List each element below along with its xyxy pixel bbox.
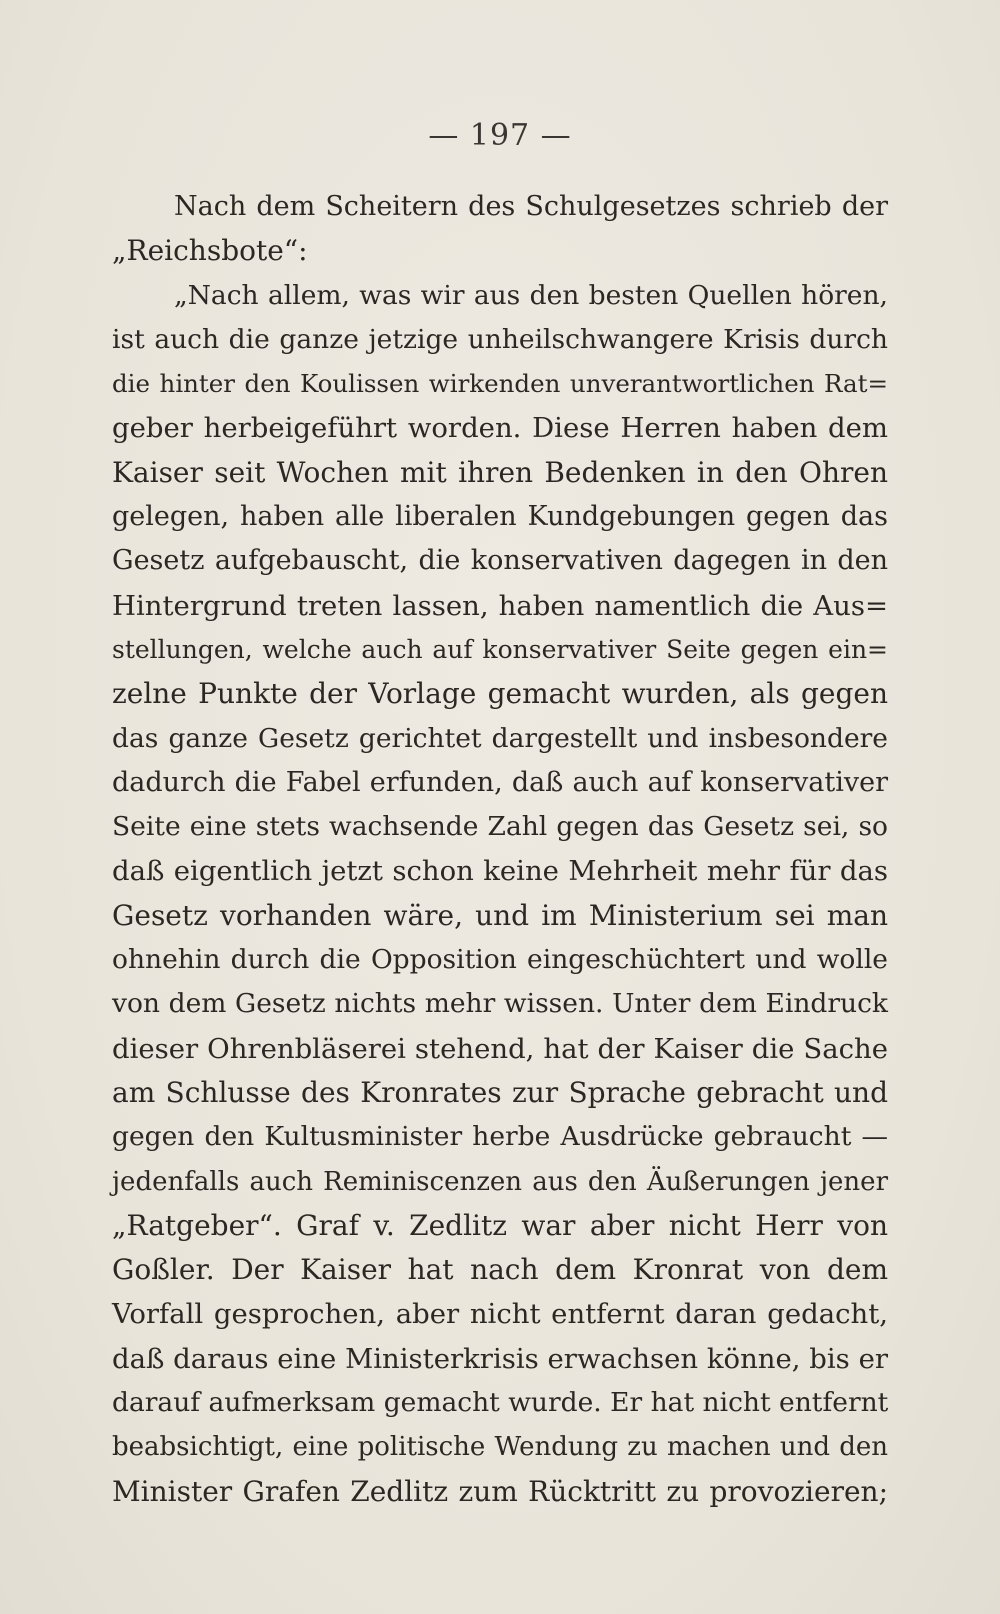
text-line: geber herbeigeführt worden. Diese Herren haben dem <box>112 412 888 445</box>
text-line: Gesetz aufgebauscht, die konservativen dagegen in den <box>112 545 888 577</box>
text-line: zelne Punkte der Vorlage gemacht wurden, als gegen <box>112 677 888 711</box>
text-line: daß eigentlich jetzt schon keine Mehrheit mehr für das <box>112 855 888 888</box>
text-line: die hinter den Koulissen wirkenden unverantwortlichen Rat= <box>112 369 888 399</box>
text-line: gelegen, haben alle liberalen Kundgebungen gegen das <box>112 501 888 533</box>
text-line: Vorfall gesprochen, aber nicht entfernt daran gedacht, <box>112 1298 888 1331</box>
text-line: daß daraus eine Ministerkrisis erwachsen könne, bis er <box>112 1342 888 1375</box>
text-line: stellungen, welche auch auf konservativer Seite gegen ein= <box>112 634 888 664</box>
text-line: Nach dem Scheitern des Schulgesetzes schrieb der <box>174 191 888 222</box>
text-line: Gesetz vorhanden wäre, und im Ministerium sei man <box>112 898 888 932</box>
body-text <box>112 185 888 1514</box>
text-line: Seite eine stets wachsende Zahl gegen das Gesetz sei, so <box>112 811 888 843</box>
text-line: Hintergrund treten lassen, haben namentlich die Aus= <box>112 589 888 622</box>
text-line: ist auch die ganze jetzige unheilschwangere Krisis durch <box>112 323 888 355</box>
text-line: „Ratgeber“. Graf v. Zedlitz war aber nicht Herr von <box>112 1208 888 1242</box>
text-line: beabsichtigt, eine politische Wendung zu machen und den <box>112 1432 888 1463</box>
text-line: „Reichsbote“: <box>112 234 308 268</box>
text-line: Kaiser seit Wochen mit ihren Bedenken in den Ohren <box>112 455 888 489</box>
text-line: dieser Ohrenbläserei stehend, hat der Kaiser die Sache <box>112 1032 888 1065</box>
text-line: von dem Gesetz nichts mehr wissen. Unter dem Eindruck <box>112 988 888 1020</box>
text-line: Minister Grafen Zedlitz zum Rücktritt zu provozieren; <box>112 1474 888 1508</box>
page-number: — 197 — <box>428 118 572 153</box>
text-line: jedenfalls auch Reminiscenzen aus den Äußerungen jener <box>112 1166 888 1197</box>
text-line: Goßler. Der Kaiser hat nach dem Kronrat von dem <box>112 1253 888 1287</box>
text-line: das ganze Gesetz gerichtet dargestellt und insbesondere <box>112 722 888 754</box>
text-line: dadurch die Fabel erfunden, daß auch auf konservativer <box>112 766 888 798</box>
text-line: am Schlusse des Kronrates zur Sprache gebracht und <box>112 1075 888 1109</box>
text-line: ohnehin durch die Opposition eingeschüchtert und wolle <box>112 944 888 976</box>
text-line: gegen den Kultusminister herbe Ausdrücke gebraucht — <box>112 1121 888 1153</box>
text-line: „Nach allem, was wir aus den besten Quellen hören, <box>174 279 888 311</box>
text-line: darauf aufmerksam gemacht wurde. Er hat nicht entfernt <box>112 1387 889 1419</box>
